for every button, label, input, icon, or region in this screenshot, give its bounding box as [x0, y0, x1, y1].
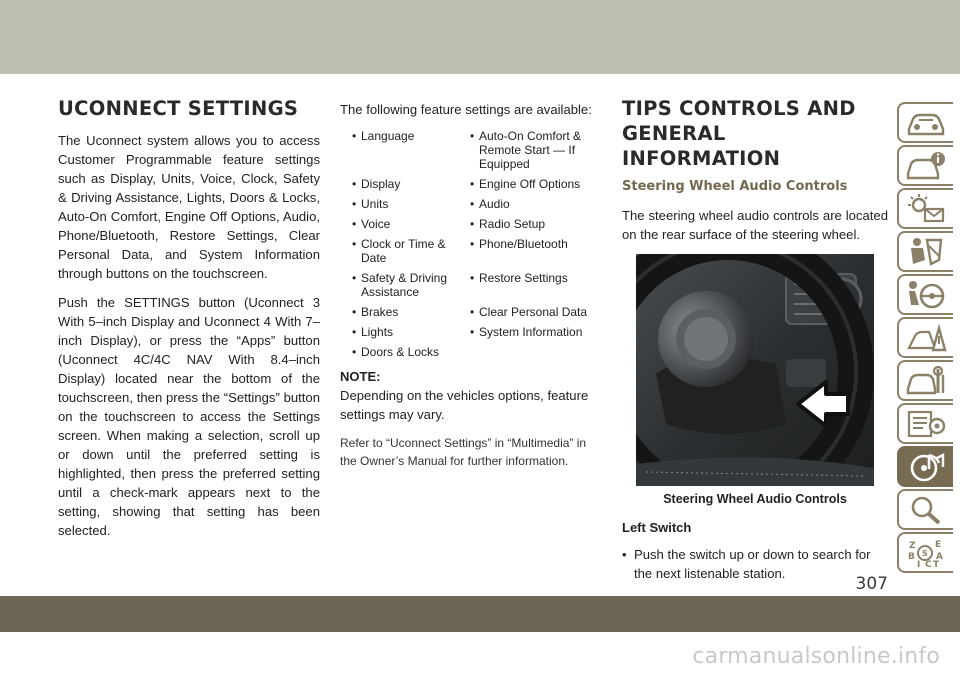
- left-column: [58, 96, 320, 550]
- feature-item-label: Voice: [361, 217, 391, 231]
- tab-technical-specifications[interactable]: [897, 403, 953, 444]
- feature-item: [352, 305, 470, 319]
- bullet: •: [470, 177, 475, 191]
- feature-item: [352, 345, 470, 359]
- feature-item-label: Doors & Locks: [361, 345, 440, 359]
- seat-safety-icon: [905, 236, 947, 268]
- bullet: •: [352, 177, 357, 191]
- feature-item-label: Units: [361, 197, 389, 211]
- feature-item: [470, 177, 610, 191]
- feature-item-label: Auto-On Comfort & Remote Start — If Equipped: [479, 129, 582, 171]
- feature-item: [352, 237, 470, 265]
- feature-item-label: Language: [361, 129, 415, 143]
- svg-text:E: E: [935, 539, 942, 550]
- feature-item: [352, 271, 470, 299]
- tab-getting-to-know[interactable]: [897, 145, 953, 186]
- bullet: •: [470, 305, 475, 319]
- svg-text:S: S: [922, 548, 928, 558]
- section-title-tips-controls: TIPS CONTROLS AND GENERAL INFORMATION: [622, 97, 856, 170]
- feature-item-label: Clock or Time & Date: [361, 237, 446, 265]
- bullet: •: [352, 217, 357, 231]
- bullet: •: [470, 271, 475, 285]
- bullet: •: [470, 129, 475, 143]
- bullet: •: [470, 217, 475, 231]
- search-icon: [905, 494, 947, 526]
- car-service-icon: [905, 365, 947, 397]
- bullet: •: [352, 237, 357, 251]
- feature-item-label: Radio Setup: [479, 217, 546, 231]
- paragraph: The Uconnect system allows you to access Customer Programmable feature settings such as Display, Units, Voice, Clock, Safety & Driving Assistance, Lights, Doors & Locks, Auto-On Comfort, Engine Off Options, Audio, Phone/Bluetooth, Restore Settings, Clear Personal Data, and System Information through buttons on the touchscreen.: [58, 133, 320, 281]
- tab-servicing-maintenance[interactable]: [897, 360, 953, 401]
- warning-light-icon: [905, 193, 947, 225]
- specifications-icon: [905, 408, 947, 440]
- list-item-text: Push the switch up or down to search for the next listenable station.: [634, 547, 871, 581]
- car-info-icon: [905, 150, 947, 182]
- svg-text:I: I: [917, 559, 921, 569]
- feature-list: [352, 129, 603, 359]
- steering-wheel-photo: [636, 254, 874, 486]
- feature-item: [352, 129, 470, 171]
- page-number: 307: [855, 574, 888, 594]
- feature-item: [352, 325, 470, 339]
- watermark: carmanualsonline.info: [692, 644, 940, 669]
- feature-item: [470, 305, 610, 319]
- refer-text: Refer to “Uconnect Settings” in “Multimedia” in the Owner’s Manual for further information.: [340, 436, 587, 468]
- paragraph: The steering wheel audio controls are located on the rear surface of the steering wheel.: [622, 208, 888, 242]
- bullet: •: [470, 325, 475, 339]
- feature-item-label: System Information: [479, 325, 583, 339]
- svg-text:T: T: [933, 559, 940, 569]
- bullet: •: [352, 305, 357, 319]
- feature-item: [470, 345, 610, 359]
- feature-item-label: Safety & Driving Assistance: [361, 271, 448, 299]
- right-column: [622, 96, 888, 583]
- steering-wheel-illustration: [636, 254, 874, 486]
- driver-steering-icon: [905, 279, 947, 311]
- feature-item: [470, 197, 610, 211]
- bullet: •: [352, 345, 357, 359]
- feature-item-label: Restore Settings: [479, 271, 568, 285]
- footer-band: [0, 596, 960, 632]
- feature-item: [470, 325, 610, 339]
- header-band: [0, 0, 960, 74]
- bullet: •: [352, 129, 357, 143]
- feature-item: [352, 197, 470, 211]
- paragraph: Push the SETTINGS button (Uconnect 3 With 5–inch Display and Uconnect 4 With 7–inch Display), or press the “Apps” button (Uconnect 4C/4C NAV With 8.4–inch Display) located near the bottom of the touchscreen, then press the “Settings” button on the touchscreen to access the Settings screen. When making a selection, scroll up or down until the preferred setting is highlighted, then press the preferred setting until a check-mark appears next to the setting, showing that setting has been selected.: [58, 295, 320, 538]
- roadside-warning-icon: [905, 322, 947, 354]
- section-title-uconnect-settings: UCONNECT SETTINGS: [58, 97, 299, 120]
- bullet: •: [470, 237, 475, 251]
- feature-item-label: Lights: [361, 325, 394, 339]
- feature-item: [470, 237, 610, 265]
- svg-text:C: C: [925, 559, 932, 569]
- photo-caption: Steering Wheel Audio Controls: [663, 492, 847, 506]
- bullet: •: [352, 197, 357, 211]
- multimedia-icon: [905, 451, 947, 483]
- features-intro: The following feature settings are available:: [340, 102, 592, 117]
- car-dashboard-icon: [905, 107, 947, 139]
- feature-item: [352, 217, 470, 231]
- svg-text:B: B: [908, 551, 915, 562]
- feature-item-label: Phone/Bluetooth: [479, 237, 568, 251]
- feature-item: [470, 217, 610, 231]
- note-text: Depending on the vehicles options, feature settings may vary.: [340, 388, 589, 422]
- tab-safety[interactable]: [897, 231, 953, 272]
- tab-instrument-panel[interactable]: [897, 188, 953, 229]
- note-title: NOTE:: [340, 369, 381, 384]
- left-switch-heading: Left Switch: [622, 520, 692, 535]
- chapter-tabs: [897, 102, 960, 575]
- feature-item-label: Display: [361, 177, 401, 191]
- tab-introduction[interactable]: [897, 102, 953, 143]
- subheading-steering-wheel-audio: Steering Wheel Audio Controls: [622, 179, 848, 194]
- middle-column: [340, 100, 603, 470]
- tab-index[interactable]: [897, 532, 953, 573]
- index-icon: [905, 537, 947, 569]
- tab-customer-assistance[interactable]: [897, 489, 953, 530]
- tab-multimedia[interactable]: [897, 446, 953, 487]
- bullet: •: [352, 325, 357, 339]
- bullet: •: [622, 547, 627, 562]
- tab-starting-operating[interactable]: [897, 274, 953, 315]
- feature-item: [352, 177, 470, 191]
- svg-text:Z: Z: [909, 540, 916, 551]
- feature-item: [470, 271, 610, 299]
- feature-item-label: Clear Personal Data: [479, 305, 588, 319]
- feature-item-label: Brakes: [361, 305, 399, 319]
- bullet: •: [470, 197, 475, 211]
- feature-item-label: Engine Off Options: [479, 177, 581, 191]
- bullet: •: [352, 271, 357, 285]
- tab-in-case-of-emergency[interactable]: [897, 317, 953, 358]
- feature-item: [470, 129, 610, 171]
- svg-text:A: A: [936, 551, 943, 562]
- feature-item-label: Audio: [479, 197, 510, 211]
